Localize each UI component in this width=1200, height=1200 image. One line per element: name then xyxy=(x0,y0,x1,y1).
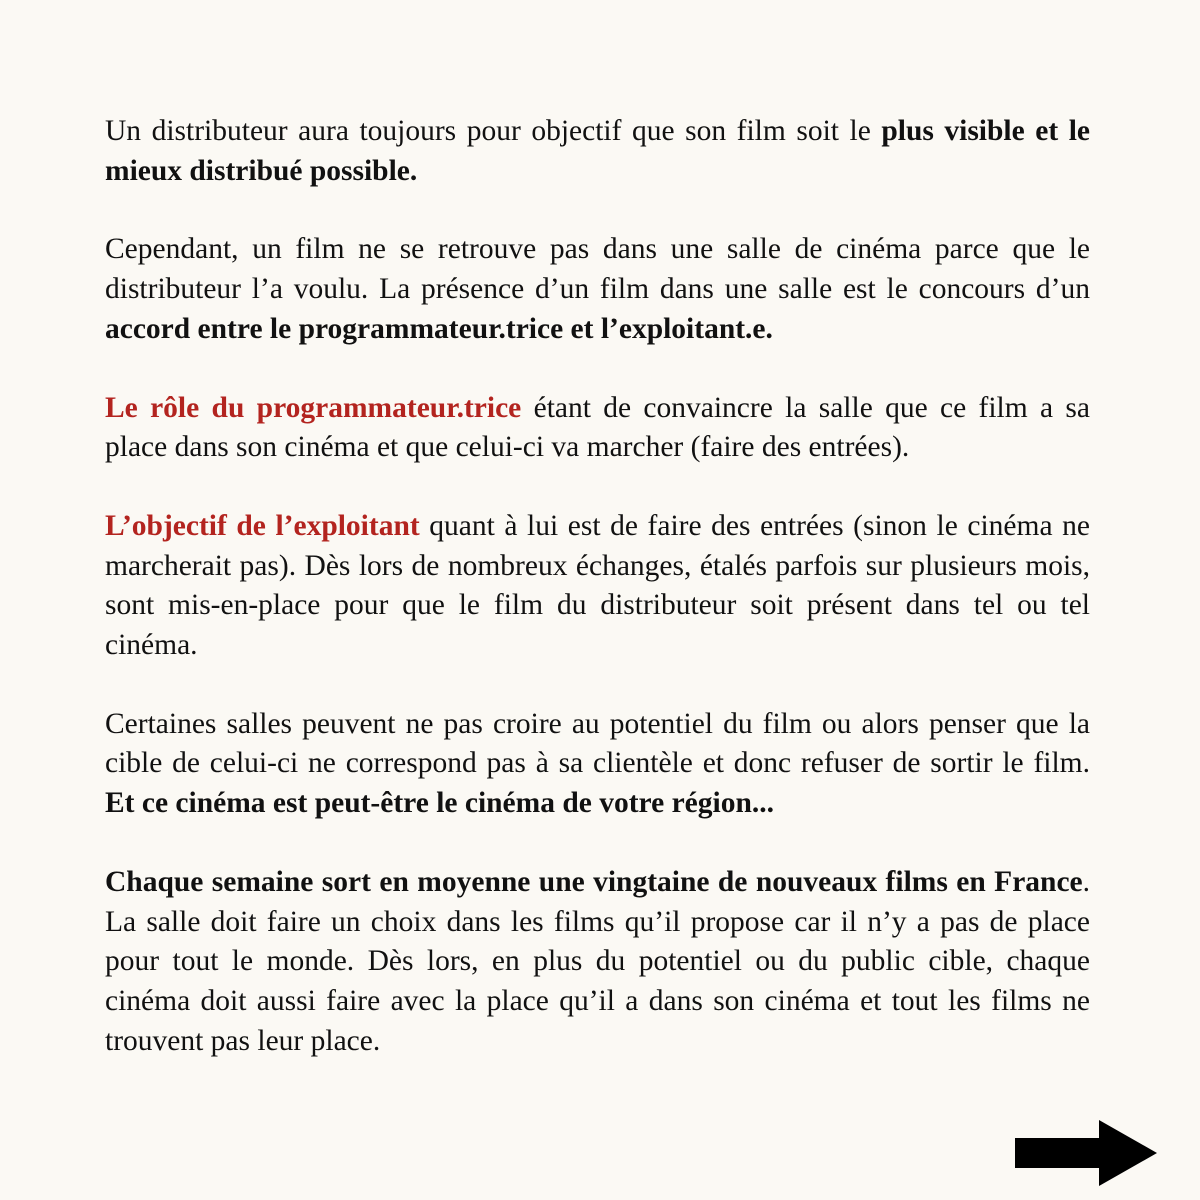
next-page-button[interactable] xyxy=(1015,1120,1157,1186)
bold-phrase: Et ce cinéma est peut-être le cinéma de votre région... xyxy=(105,787,774,820)
paragraph-agreement xyxy=(105,230,1090,349)
highlight-phrase: L’objectif de l’exploitant xyxy=(105,509,420,542)
bold-phrase: plus visible et le mieux distribué possible. xyxy=(105,115,1090,187)
paragraph-distributor-goal xyxy=(105,112,1090,191)
paragraph-text: Cependant, un film ne se retrouve pas dans une salle de cinéma parce que le distributeur l’a voulu. La présence d’un film dans une salle est le concours d’un xyxy=(105,233,1090,306)
paragraph-exhibitor-goal xyxy=(105,507,1090,666)
paragraph-text: étant de convaincre la salle que ce film a sa place dans son cinéma et que celui-ci va marcher (faire des entrées). xyxy=(105,391,1091,464)
bold-phrase: accord entre le programmateur.trice et l’exploitant.e. xyxy=(105,312,773,345)
paragraph-text: Certaines salles peuvent ne pas croire au potentiel du film ou alors penser que la cible de celui-ci ne correspond pas à sa clientèle et donc refuser de sortir le film. xyxy=(105,707,1090,780)
paragraph-weekly-releases xyxy=(105,863,1090,1062)
document-body xyxy=(105,112,1090,1100)
paragraph-cinema-refusal xyxy=(105,705,1090,824)
paragraph-text: . La salle doit faire un choix dans les films qu’il propose car il n’y a pas de place pour tout le monde. Dès lors, en plus du potentiel ou du public cible, chaque cinéma doit aussi faire avec la place qu’il a dans son cinéma et tout les films ne trouvent pas leur place. xyxy=(105,865,1090,1057)
paragraph-text: Un distributeur aura toujours pour objectif que son film soit le xyxy=(105,115,882,147)
bold-phrase: Chaque semaine sort en moyenne une vingtaine de nouveaux films en France xyxy=(105,865,1083,898)
highlight-phrase: Le rôle du programmateur.trice xyxy=(105,391,522,424)
arrow-right-icon xyxy=(1015,1120,1157,1186)
paragraph-programmer-role xyxy=(105,389,1090,468)
paragraph-text: quant à lui est de faire des entrées (sinon le cinéma ne marcherait pas). Dès lors de nombreux échanges, étalés parfois sur plusieurs mois, sont mis-en-place pour que le film du distributeur soit présent dans tel ou tel cinéma. xyxy=(105,509,1090,662)
